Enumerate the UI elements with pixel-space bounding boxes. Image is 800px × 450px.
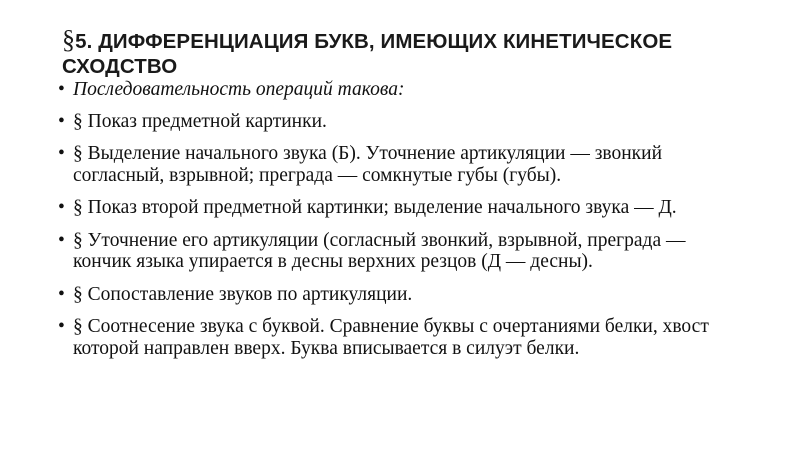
bullet-list (58, 79, 748, 370)
list-item-text: § Показ предметной картинки. (73, 110, 327, 132)
list-item (58, 111, 748, 133)
list-item-text: § Показ второй предметной картинки; выделение начального звука — Д. (73, 197, 677, 218)
list-item-text: § Соотнесение звука с буквой. Сравнение буквы с очертаниями белки, хвост которой направлен вверх. Буква вписывается в силуэт белки. (73, 316, 709, 359)
bullet-marker: • (58, 143, 65, 164)
slide-title (62, 27, 762, 79)
bullet-marker: • (58, 229, 65, 251)
list-item-text: Последовательность операций такова: (73, 79, 405, 100)
bullet-marker: • (58, 197, 65, 218)
bullet-marker: • (58, 283, 65, 305)
list-item (58, 197, 748, 219)
section-sign: § (62, 25, 76, 54)
list-item (58, 143, 748, 186)
bullet-marker: • (58, 110, 65, 132)
list-item (58, 230, 748, 273)
list-item-text: § Выделение начального звука (Б). Уточнение артикуляции — звонкий согласный, взрывной; преграда — сомкнутые губы (губы). (73, 143, 662, 186)
list-item (58, 316, 748, 359)
list-item-text: § Уточнение его артикуляции (согласный звонкий, взрывной, преграда — кончик языка упирается в десны верхних резцов (Д — десны). (73, 229, 686, 272)
list-item (58, 284, 748, 306)
slide-title-text: 5. ДИФФЕРЕНЦИАЦИЯ БУКВ, ИМЕЮЩИХ КИНЕТИЧЕСКОЕ СХОДСТВО (62, 30, 673, 78)
bullet-marker: • (58, 316, 65, 337)
list-item-text: § Сопоставление звуков по артикуляции. (73, 283, 413, 305)
bullet-marker: • (58, 79, 65, 100)
list-item (58, 79, 748, 101)
